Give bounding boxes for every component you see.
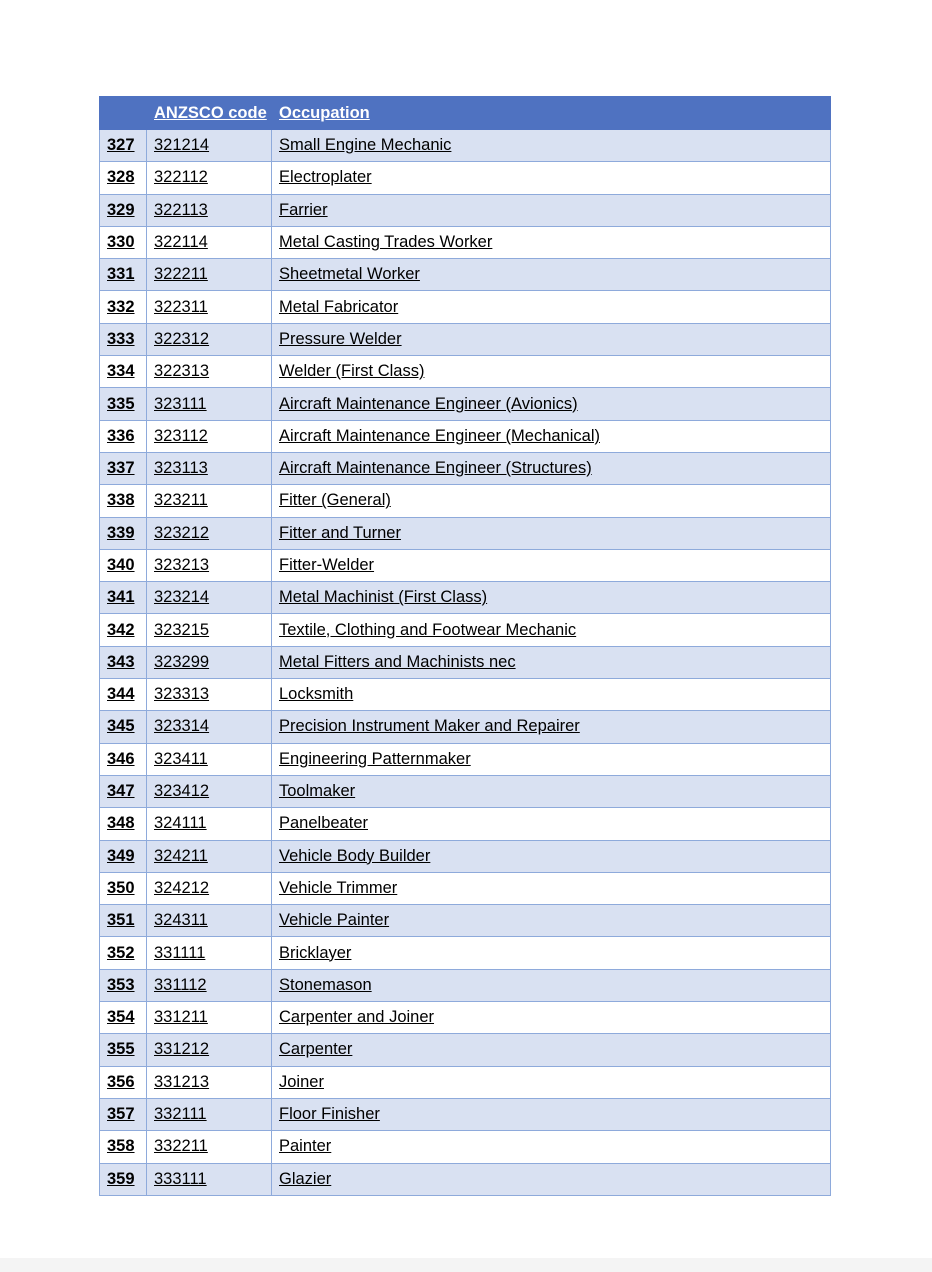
row-number-link[interactable]: 337 bbox=[100, 452, 147, 484]
row-number-link[interactable]: 350 bbox=[100, 872, 147, 904]
table-row bbox=[100, 162, 831, 194]
occupation-link[interactable]: Floor Finisher bbox=[272, 1098, 831, 1130]
row-number-link[interactable]: 349 bbox=[100, 840, 147, 872]
header-occupation: Occupation bbox=[272, 97, 831, 130]
table-row bbox=[100, 872, 831, 904]
table-row bbox=[100, 711, 831, 743]
row-number-link[interactable]: 346 bbox=[100, 743, 147, 775]
anzsco-code-link[interactable]: 333111 bbox=[147, 1163, 272, 1195]
anzsco-code-link[interactable]: 322311 bbox=[147, 291, 272, 323]
row-number-link[interactable]: 351 bbox=[100, 905, 147, 937]
table-row bbox=[100, 485, 831, 517]
table-row bbox=[100, 226, 831, 258]
header-row bbox=[100, 97, 831, 130]
row-number-link[interactable]: 344 bbox=[100, 679, 147, 711]
occupation-link[interactable]: Fitter-Welder bbox=[272, 549, 831, 581]
table-row bbox=[100, 452, 831, 484]
occupation-link[interactable]: Small Engine Mechanic bbox=[272, 130, 831, 162]
occupation-link[interactable]: Bricklayer bbox=[272, 937, 831, 969]
anzsco-code-link[interactable]: 322312 bbox=[147, 323, 272, 355]
table-row bbox=[100, 1066, 831, 1098]
header-anzsco-code: ANZSCO code bbox=[147, 97, 272, 130]
row-number-link[interactable]: 334 bbox=[100, 356, 147, 388]
table-row bbox=[100, 614, 831, 646]
table-row bbox=[100, 517, 831, 549]
row-number-link[interactable]: 328 bbox=[100, 162, 147, 194]
table-row bbox=[100, 840, 831, 872]
header-number bbox=[100, 97, 147, 130]
occupation-link[interactable]: Pressure Welder bbox=[272, 323, 831, 355]
anzsco-code-link[interactable]: 331212 bbox=[147, 1034, 272, 1066]
anzsco-code-link[interactable]: 322114 bbox=[147, 226, 272, 258]
row-number-link[interactable]: 347 bbox=[100, 775, 147, 807]
occupation-link[interactable]: Fitter and Turner bbox=[272, 517, 831, 549]
table-row bbox=[100, 356, 831, 388]
anzsco-code-link[interactable]: 323111 bbox=[147, 388, 272, 420]
row-number-link[interactable]: 354 bbox=[100, 1002, 147, 1034]
occupation-link[interactable]: Vehicle Trimmer bbox=[272, 872, 831, 904]
anzsco-code-link[interactable]: 322112 bbox=[147, 162, 272, 194]
anzsco-code-link[interactable]: 323211 bbox=[147, 485, 272, 517]
row-number-link[interactable]: 345 bbox=[100, 711, 147, 743]
table-row bbox=[100, 1163, 831, 1195]
anzsco-code-link[interactable]: 331213 bbox=[147, 1066, 272, 1098]
anzsco-code-link[interactable]: 322211 bbox=[147, 259, 272, 291]
row-number-link[interactable]: 358 bbox=[100, 1131, 147, 1163]
row-number-link[interactable]: 339 bbox=[100, 517, 147, 549]
table-row bbox=[100, 743, 831, 775]
occupation-link[interactable]: Fitter (General) bbox=[272, 485, 831, 517]
row-number-link[interactable]: 357 bbox=[100, 1098, 147, 1130]
table-row bbox=[100, 291, 831, 323]
anzsco-code-link[interactable]: 323212 bbox=[147, 517, 272, 549]
occupation-link[interactable]: Carpenter bbox=[272, 1034, 831, 1066]
occupation-link[interactable]: Aircraft Maintenance Engineer (Structures) bbox=[272, 452, 831, 484]
table-row bbox=[100, 388, 831, 420]
table-row bbox=[100, 582, 831, 614]
table-row bbox=[100, 937, 831, 969]
anzsco-code-link[interactable]: 332211 bbox=[147, 1131, 272, 1163]
occupation-link[interactable]: Vehicle Body Builder bbox=[272, 840, 831, 872]
anzsco-code-link[interactable]: 331211 bbox=[147, 1002, 272, 1034]
row-number-link[interactable]: 329 bbox=[100, 194, 147, 226]
occupation-link[interactable]: Panelbeater bbox=[272, 808, 831, 840]
anzsco-code-link[interactable]: 323411 bbox=[147, 743, 272, 775]
table-row bbox=[100, 679, 831, 711]
occupation-link[interactable]: Stonemason bbox=[272, 969, 831, 1001]
anzsco-code-link[interactable]: 323412 bbox=[147, 775, 272, 807]
occupation-link[interactable]: Precision Instrument Maker and Repairer bbox=[272, 711, 831, 743]
anzsco-code-link[interactable]: 323314 bbox=[147, 711, 272, 743]
occupation-link[interactable]: Toolmaker bbox=[272, 775, 831, 807]
occupation-link[interactable]: Farrier bbox=[272, 194, 831, 226]
table-body bbox=[100, 130, 831, 1196]
occupation-link[interactable]: Locksmith bbox=[272, 679, 831, 711]
occupation-link[interactable]: Carpenter and Joiner bbox=[272, 1002, 831, 1034]
row-number-link[interactable]: 356 bbox=[100, 1066, 147, 1098]
occupation-link[interactable]: Aircraft Maintenance Engineer (Avionics) bbox=[272, 388, 831, 420]
table-row bbox=[100, 1131, 831, 1163]
table-row bbox=[100, 1002, 831, 1034]
occupation-link[interactable]: Metal Casting Trades Worker bbox=[272, 226, 831, 258]
row-number-link[interactable]: 348 bbox=[100, 808, 147, 840]
row-number-link[interactable]: 341 bbox=[100, 582, 147, 614]
anzsco-code-link[interactable]: 324111 bbox=[147, 808, 272, 840]
occupation-link[interactable]: Metal Fitters and Machinists nec bbox=[272, 646, 831, 678]
row-number-link[interactable]: 340 bbox=[100, 549, 147, 581]
anzsco-code-link[interactable]: 321214 bbox=[147, 130, 272, 162]
page-bottom-strip bbox=[0, 1258, 932, 1272]
row-number-link[interactable]: 327 bbox=[100, 130, 147, 162]
occupation-link[interactable]: Electroplater bbox=[272, 162, 831, 194]
occupation-table bbox=[99, 96, 831, 1196]
table-row bbox=[100, 259, 831, 291]
anzsco-code-link[interactable]: 324211 bbox=[147, 840, 272, 872]
row-number-link[interactable]: 336 bbox=[100, 420, 147, 452]
table-row bbox=[100, 969, 831, 1001]
anzsco-code-link[interactable]: 322113 bbox=[147, 194, 272, 226]
table-row bbox=[100, 808, 831, 840]
row-number-link[interactable]: 333 bbox=[100, 323, 147, 355]
anzsco-code-link[interactable]: 323113 bbox=[147, 452, 272, 484]
table-header bbox=[100, 97, 831, 130]
anzsco-code-link[interactable]: 323215 bbox=[147, 614, 272, 646]
anzsco-code-link[interactable]: 331112 bbox=[147, 969, 272, 1001]
anzsco-code-link[interactable]: 331111 bbox=[147, 937, 272, 969]
table-row bbox=[100, 420, 831, 452]
occupation-link[interactable]: Vehicle Painter bbox=[272, 905, 831, 937]
anzsco-code-link[interactable]: 323299 bbox=[147, 646, 272, 678]
table-row bbox=[100, 549, 831, 581]
occupation-link[interactable]: Welder (First Class) bbox=[272, 356, 831, 388]
anzsco-code-link[interactable]: 323214 bbox=[147, 582, 272, 614]
occupation-link[interactable]: Metal Machinist (First Class) bbox=[272, 582, 831, 614]
anzsco-code-link[interactable]: 323213 bbox=[147, 549, 272, 581]
row-number-link[interactable]: 353 bbox=[100, 969, 147, 1001]
occupation-link[interactable]: Metal Fabricator bbox=[272, 291, 831, 323]
row-number-link[interactable]: 359 bbox=[100, 1163, 147, 1195]
anzsco-code-link[interactable]: 332111 bbox=[147, 1098, 272, 1130]
row-number-link[interactable]: 343 bbox=[100, 646, 147, 678]
occupation-link[interactable]: Textile, Clothing and Footwear Mechanic bbox=[272, 614, 831, 646]
table-row bbox=[100, 1098, 831, 1130]
anzsco-code-link[interactable]: 324212 bbox=[147, 872, 272, 904]
row-number-link[interactable]: 335 bbox=[100, 388, 147, 420]
table-row bbox=[100, 905, 831, 937]
table-row bbox=[100, 323, 831, 355]
row-number-link[interactable]: 330 bbox=[100, 226, 147, 258]
anzsco-code-link[interactable]: 323112 bbox=[147, 420, 272, 452]
occupation-link[interactable]: Sheetmetal Worker bbox=[272, 259, 831, 291]
table-row bbox=[100, 1034, 831, 1066]
table-row bbox=[100, 646, 831, 678]
anzsco-code-link[interactable]: 324311 bbox=[147, 905, 272, 937]
occupation-link[interactable]: Painter bbox=[272, 1131, 831, 1163]
row-number-link[interactable]: 342 bbox=[100, 614, 147, 646]
occupation-link[interactable]: Aircraft Maintenance Engineer (Mechanical) bbox=[272, 420, 831, 452]
table-row bbox=[100, 194, 831, 226]
row-number-link[interactable]: 331 bbox=[100, 259, 147, 291]
table-row bbox=[100, 775, 831, 807]
anzsco-code-link[interactable]: 322313 bbox=[147, 356, 272, 388]
occupation-link[interactable]: Joiner bbox=[272, 1066, 831, 1098]
table-row bbox=[100, 130, 831, 162]
occupation-link[interactable]: Glazier bbox=[272, 1163, 831, 1195]
row-number-link[interactable]: 338 bbox=[100, 485, 147, 517]
anzsco-code-link[interactable]: 323313 bbox=[147, 679, 272, 711]
row-number-link[interactable]: 352 bbox=[100, 937, 147, 969]
row-number-link[interactable]: 355 bbox=[100, 1034, 147, 1066]
row-number-link[interactable]: 332 bbox=[100, 291, 147, 323]
occupation-link[interactable]: Engineering Patternmaker bbox=[272, 743, 831, 775]
